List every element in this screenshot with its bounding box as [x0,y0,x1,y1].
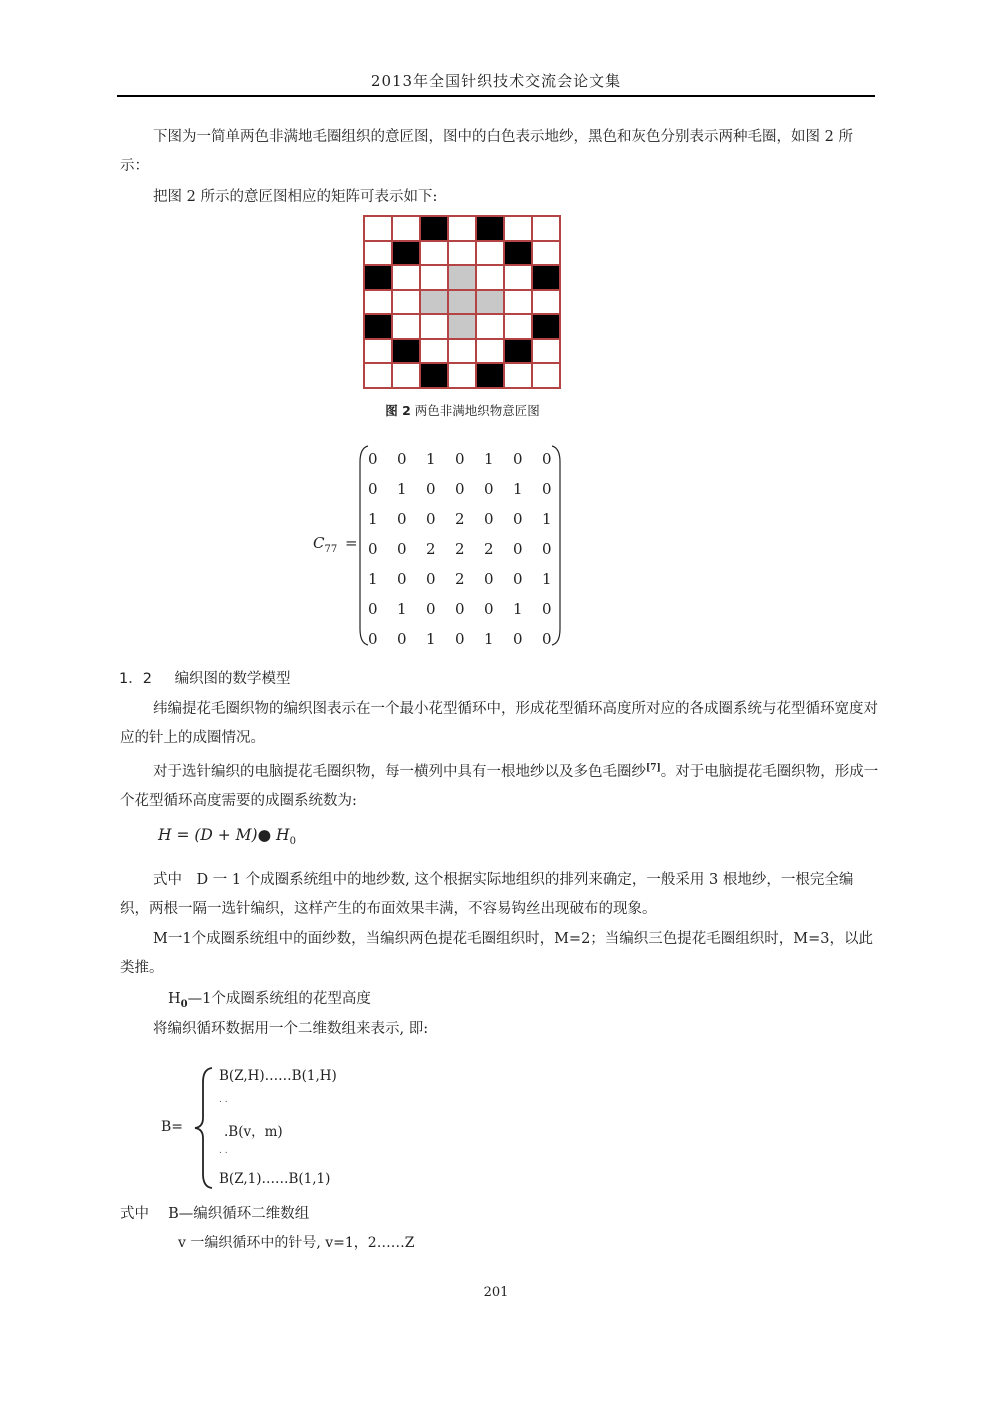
pattern-cell [532,339,560,364]
matrix-entry: 2 [455,540,465,558]
pattern-cell [420,216,448,241]
pattern-cell [476,265,504,290]
pattern-cell [392,241,420,266]
pattern-cell [392,216,420,241]
matrix-entry: 0 [368,450,378,468]
section-number: 1．2 [119,671,152,687]
pattern-cell [420,363,448,388]
matrix-entry: 1 [397,600,407,618]
pattern-cell [504,363,532,388]
formula-expression: H = (D + M)● H [158,826,290,844]
pattern-cell [504,241,532,266]
matrix-entry: 0 [397,630,407,648]
pattern-cell [504,216,532,241]
definition-d: 式中 D 一 1 个成圈系统组中的地纱数, 这个根据实际地组织的排列来确定，一般采用 3 根地纱，一根完全编织，两根一隔一选针编织，这样产生的布面效果丰满，不容易钩丝出现破布的现象。 [120,872,854,917]
matrix-entry: 0 [484,510,494,528]
formula-subscript: 0 [289,836,296,848]
matrix-entry: 1 [368,510,378,528]
array-row-top: B(Z,H)……B(1,H) [219,1068,337,1084]
matrix-entry: 1 [368,570,378,588]
matrix-entry: 0 [368,480,378,498]
pattern-cell [448,339,476,364]
definition-h0 [168,985,371,1019]
matrix-entry: 0 [426,570,436,588]
pattern-cell [364,265,392,290]
matrix-intro-paragraph: 把图 2 所示的意匠图相应的矩阵可表示如下: [153,189,438,205]
p4-text-after: 。对于电脑提花毛圈织物，形成一个花型循环高度需要的成圈系统数为: [120,763,879,809]
pattern-cell [476,216,504,241]
matrix-entry: 1 [513,600,523,618]
p4-text-before: 对于选针编织的电脑提花毛圈织物，每一横列中具有一根地纱以及多色毛圈纱 [153,763,646,780]
matrix-entry: 0 [484,600,494,618]
array-label: B= [161,1119,184,1135]
array-row-bottom: B(Z,1)……B(1,1) [219,1171,331,1187]
matrix-entry: 0 [455,450,465,468]
pattern-cell [392,339,420,364]
matrix-entry: 0 [426,600,436,618]
matrix-entry: 1 [484,450,494,468]
matrix-entry: 0 [455,630,465,648]
pattern-cell [392,265,420,290]
formula [158,826,296,847]
section-paragraph-1: 纬编提花毛圈织物的编织图表示在一个最小花型循环中，形成花型循环高度所对应的各成圈系统与花型循环宽度对应的针上的成圈情况。 [120,701,878,746]
citation-ref: [7] [646,763,661,773]
array-brace [192,1066,216,1190]
matrix-entry: 1 [542,570,552,588]
matrix-entry: 1 [542,510,552,528]
pattern-cell [476,241,504,266]
array-dots-lower: . . [219,1146,228,1156]
pattern-cell [420,290,448,315]
pattern-cell [364,339,392,364]
matrix-entry: 0 [368,630,378,648]
pattern-cell [420,314,448,339]
pattern-grid [363,215,561,389]
matrix-entry: 0 [484,570,494,588]
h0-main: H [168,991,181,1007]
matrix-entry: 2 [455,570,465,588]
array-row-middle: .B(v，m) [224,1124,283,1140]
pattern-cell [364,241,392,266]
h0-sub: 0 [180,998,188,1010]
matrix-entry: 1 [426,450,436,468]
pattern-cell [364,314,392,339]
figure-caption [0,401,925,419]
matrix-entry: 0 [542,450,552,468]
matrix-entry: 0 [513,570,523,588]
pattern-cell [532,363,560,388]
matrix-entry: 1 [426,630,436,648]
matrix-entry: 2 [426,540,436,558]
matrix-entry: 1 [484,630,494,648]
matrix-entry: 0 [542,480,552,498]
pattern-cell [420,265,448,290]
matrix-entry: 0 [542,540,552,558]
matrix-entry: 0 [542,630,552,648]
matrix-entry: 0 [397,570,407,588]
pattern-cell [476,290,504,315]
matrix-entry: 0 [426,510,436,528]
h0-rest: —1个成圈系统组的花型高度 [187,991,371,1007]
matrix-entry: 0 [397,540,407,558]
matrix-label-eq: = [345,534,358,552]
pattern-cell [532,216,560,241]
matrix-entry: 0 [513,450,523,468]
pattern-cell [504,339,532,364]
intro-paragraph: 下图为一简单两色非满地毛圈组织的意匠图，图中的白色表示地纱，黑色和灰色分别表示两种毛圈，如图 2 所示： [120,129,853,174]
pattern-cell [532,314,560,339]
section-heading [119,667,291,688]
figure-caption-text: 两色非满地织物意匠图 [414,403,540,418]
matrix-entry: 2 [484,540,494,558]
matrix-entry: 0 [397,450,407,468]
pattern-cell [448,216,476,241]
matrix-entry: 0 [513,540,523,558]
pattern-cell [392,314,420,339]
header-rule [117,95,875,97]
matrix-entry: 0 [513,630,523,648]
pattern-cell [448,314,476,339]
figure-caption-prefix: 图 2 [385,403,411,418]
pattern-cell [532,290,560,315]
definition-m: M一1个成圈系统组中的面纱数，当编织两色提花毛圈组织时，M=2；当编织三色提花毛圈组织时，M=3，以此类推。 [120,931,874,976]
matrix-entry: 0 [513,510,523,528]
matrix-entry: 0 [542,600,552,618]
definition-b: 式中 B—编织循环二维数组 [120,1206,310,1222]
matrix-entry: 0 [455,480,465,498]
pattern-cell [392,363,420,388]
page-number: 201 [483,1285,509,1300]
section-paragraph-2 [120,754,880,816]
pattern-cell [476,363,504,388]
matrix-entry: 0 [455,600,465,618]
pattern-cell [420,339,448,364]
matrix-entry: 0 [368,600,378,618]
pattern-cell [448,290,476,315]
matrix-entry: 0 [368,540,378,558]
pattern-cell [504,265,532,290]
matrix-entry: 2 [455,510,465,528]
matrix-body [368,444,571,654]
pattern-cell [448,241,476,266]
matrix-entry: 0 [484,480,494,498]
pattern-cell [364,216,392,241]
pattern-cell [364,290,392,315]
matrix-label-main: C [313,534,325,552]
pattern-cell [476,339,504,364]
pattern-cell [504,314,532,339]
definition-v: v 一编织循环中的针号, v=1，2……Z [178,1235,415,1251]
running-header: 2013年全国针织技术交流会论文集 [370,72,622,90]
section-title: 编织图的数学模型 [174,671,291,687]
pattern-cell [532,265,560,290]
pattern-cell [392,290,420,315]
pattern-cell [448,363,476,388]
matrix-label-sub: 77 [324,544,338,555]
pattern-cell [364,363,392,388]
matrix-entry: 0 [426,480,436,498]
array-intro: 将编织循环数据用一个二维数组来表示, 即: [153,1021,429,1037]
matrix-entry: 0 [397,510,407,528]
pattern-cell [532,241,560,266]
pattern-cell [476,314,504,339]
array-dots-upper: . . [219,1095,228,1105]
matrix-entry: 1 [397,480,407,498]
pattern-cell [448,265,476,290]
pattern-cell [504,290,532,315]
pattern-cell [420,241,448,266]
matrix-label [313,534,358,555]
matrix-entry: 1 [513,480,523,498]
